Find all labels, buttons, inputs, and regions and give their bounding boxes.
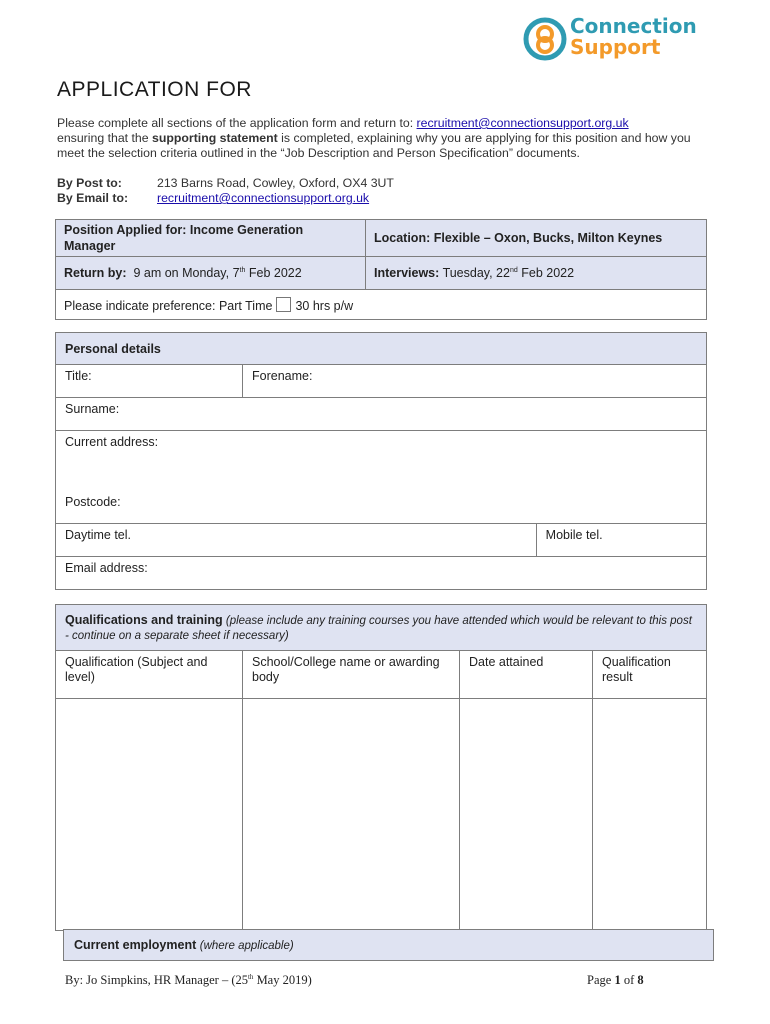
contact-email-link[interactable]: recruitment@connectionsupport.org.uk [157, 191, 370, 205]
daytime-tel-field[interactable] [56, 524, 537, 557]
preference-label: Please indicate preference: Part Time [64, 298, 273, 313]
recruitment-email-link[interactable]: recruitment@connectionsupport.org.uk [416, 116, 629, 130]
qualifications-heading: Qualifications and training [65, 613, 223, 627]
qualifications-note: (please include any training courses you have attended which would be relevant to this post - continue on a separate sheet if necessary) [65, 615, 692, 642]
title-label: Title: [65, 369, 92, 383]
personal-details-table [55, 332, 707, 590]
qual-col-date: Date attained [460, 651, 593, 699]
intro-text-3: is completed, explaining why you are applying for this position and how you meet the selection criteria outlined in the “Job Description and Person Specification” documents. [57, 131, 691, 160]
logo-rings-icon [522, 16, 568, 62]
employment-header [64, 930, 714, 961]
qual-entry-result[interactable] [593, 699, 707, 931]
title-field[interactable] [56, 365, 243, 398]
surname-field[interactable] [56, 398, 707, 431]
employment-note: (where applicable) [199, 940, 294, 952]
employment-table [63, 929, 714, 961]
email-field[interactable] [56, 557, 707, 590]
footer-author: By: Jo Simpkins, HR Manager – (25th May 2019) [65, 973, 312, 988]
preference-cell [56, 290, 707, 320]
qual-col-result: Qualification result [593, 651, 707, 699]
logo-line1: Connection [570, 14, 697, 38]
part-time-checkbox[interactable] [276, 297, 291, 312]
qual-entry-subject[interactable] [56, 699, 243, 931]
footer-page-number: Page 1 of 8 [587, 973, 644, 987]
logo-text [570, 16, 697, 58]
interviews-label: Interviews: [374, 266, 440, 280]
daytime-tel-label: Daytime tel. [65, 528, 131, 542]
return-by-date: 9 am on Monday, 7th Feb 2022 [133, 266, 302, 280]
employment-heading: Current employment [74, 938, 197, 952]
personal-details-heading: Personal details [65, 341, 161, 356]
contact-info [57, 176, 394, 206]
postal-address: 213 Barns Road, Cowley, Oxford, OX4 3UT [157, 176, 394, 190]
by-post-label: By Post to: [57, 176, 122, 190]
by-email-label: By Email to: [57, 191, 129, 205]
qual-entry-school[interactable] [243, 699, 460, 931]
personal-details-header [56, 333, 707, 365]
mobile-tel-label: Mobile tel. [545, 528, 603, 542]
qual-col-school: School/College name or awarding body [243, 651, 460, 699]
address-field[interactable] [56, 431, 707, 524]
position-table [55, 219, 707, 320]
forename-field[interactable] [243, 365, 707, 398]
email-label: Email address: [65, 561, 148, 575]
page-title: APPLICATION FOR [57, 78, 252, 101]
return-by-label: Return by: [64, 266, 127, 280]
interviews-cell [366, 257, 707, 290]
postcode-label: Postcode: [65, 495, 121, 509]
address-label: Current address: [65, 435, 159, 449]
qualifications-table [55, 604, 707, 931]
mobile-tel-field[interactable] [536, 524, 706, 557]
location-cell [366, 220, 707, 257]
qual-entry-date[interactable] [460, 699, 593, 931]
return-by-cell [56, 257, 366, 290]
supporting-statement-emphasis: supporting statement [152, 131, 278, 145]
intro-paragraph [57, 116, 707, 161]
position-applied-label: Position Applied for: Income Generation Manager [64, 223, 304, 253]
intro-text-2: ensuring that the [57, 131, 153, 145]
intro-text: Please complete all sections of the application form and return to: [57, 116, 417, 130]
qualifications-header [56, 605, 707, 651]
location-label: Location: Flexible – Oxon, Bucks, Milton Keynes [374, 231, 663, 245]
interviews-date: Tuesday, 22nd Feb 2022 [442, 266, 575, 280]
company-logo [522, 14, 712, 64]
position-applied-cell [56, 220, 366, 257]
surname-label: Surname: [65, 402, 120, 416]
forename-label: Forename: [252, 369, 313, 383]
logo-line2: Support [570, 35, 661, 59]
qual-col-subject: Qualification (Subject and level) [56, 651, 243, 699]
hours-label: 30 hrs p/w [295, 298, 354, 313]
